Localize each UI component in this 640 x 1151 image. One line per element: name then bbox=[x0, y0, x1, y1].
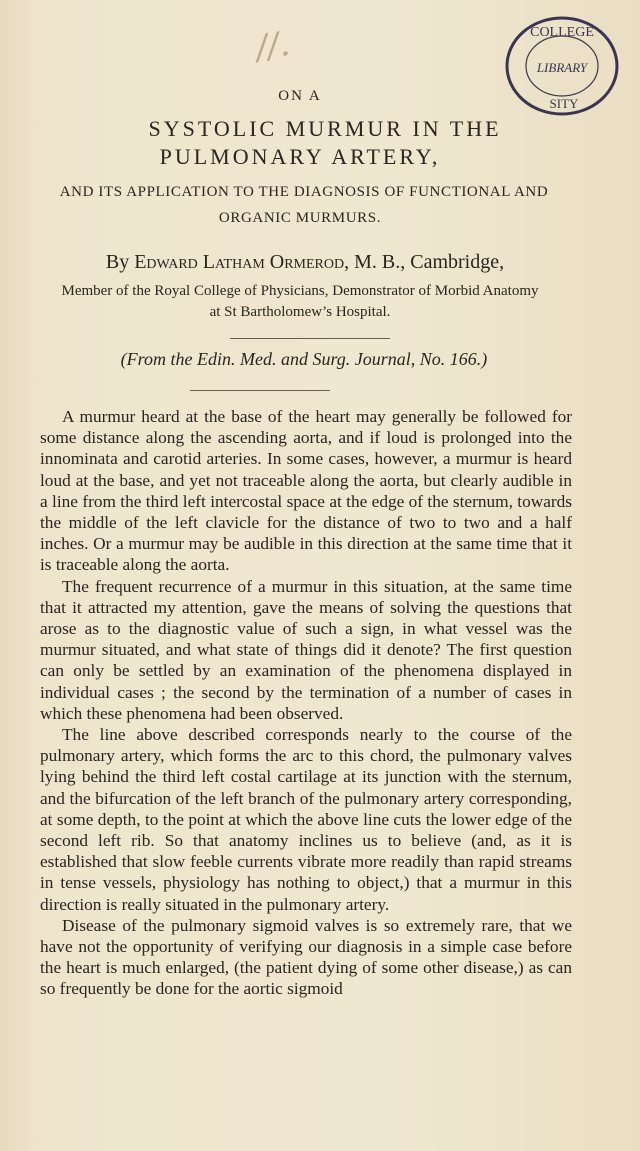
paragraph: The line above described corresponds nearly to the course of the pulmonary artery, which forms the arc to this chord, the pulmonary valves lying behind the third left costal cartilage at its junction with the sternum, and the bifurcation of the left branch of the pulmonary artery corresponding, at some depth, to the point at which the above line cuts the lower edge of the second left rib. So that anatomy inclines us to believe (and, as it is established that slow feeble currents vibrate more readily than rapid streams in tense vessels, physiology has nothing to object,) that a murmur in this direction is really situated in the pulmonary artery. bbox=[40, 725, 572, 914]
subtitle-line-1: AND ITS APPLICATION TO THE DIAGNOSIS OF FUNCTIONAL AND bbox=[59, 184, 549, 200]
heading-on-a: ON A bbox=[278, 88, 322, 104]
paragraph: Disease of the pulmonary sigmoid valves is so extremely rare, that we have not the opportunity of verifying our diagnosis in a simple case before the heart is much enlarged, (the patient dying of some other disease,) as can so frequently be done for the aortic sigmoid bbox=[40, 915, 572, 999]
subtitle-line-2: ORGANIC MURMURS. bbox=[218, 210, 382, 226]
author-line bbox=[0, 251, 600, 274]
stamp-text-bottom: SITY bbox=[549, 96, 579, 111]
author-name: Edward Latham Ormerod, bbox=[134, 251, 350, 273]
title-line-1: SYSTOLIC MURMUR IN THE bbox=[148, 116, 502, 141]
stamp-text-middle: LIBRARY bbox=[536, 60, 588, 75]
author-degree: M. B., Cambridge, bbox=[349, 251, 505, 273]
divider-rule-top bbox=[230, 338, 390, 339]
affiliation-line-2: at St Bartholomew’s Hospital. bbox=[209, 304, 391, 320]
title-line-2: PULMONARY ARTERY, bbox=[159, 144, 441, 169]
body-text bbox=[40, 406, 572, 1000]
author-by: By bbox=[105, 251, 135, 273]
source-citation: (From the Edin. Med. and Surg. Journal, No. 166.) bbox=[120, 349, 488, 369]
handwritten-mark: //. bbox=[253, 23, 293, 69]
paragraph: A murmur heard at the base of the heart may generally be followed for some distance along the ascending aorta, and if loud is prolonged into the innominata and carotid arteries. In some cases, however, a murmur is heard loud at the base, and yet not traceable along the aorta, but clearly audible in a line from the third left intercostal space at the edge of the sternum, towards the middle of the left clavicle for the distance of two to two and a half inches. Or a murmur may be audible in this direction at the same time that it is traceable along the aorta. bbox=[40, 407, 572, 575]
divider-rule-bottom bbox=[190, 390, 330, 391]
paragraph: The frequent recurrence of a murmur in this situation, at the same time that it attracted my attention, gave the means of solving the questions that arose as to the diagnostic value of such a sign, in what vessel was the murmur situated, and what state of things did it denote? The first question can only be settled by an examination of the phenomena displayed in individual cases ; the second by the termination of a number of cases in which these phenomena had been observed. bbox=[40, 576, 572, 723]
affiliation-line-1: Member of the Royal College of Physicians, Demonstrator of Morbid Anatomy bbox=[61, 283, 539, 299]
stamp-text-top: COLLEGE bbox=[530, 25, 594, 40]
